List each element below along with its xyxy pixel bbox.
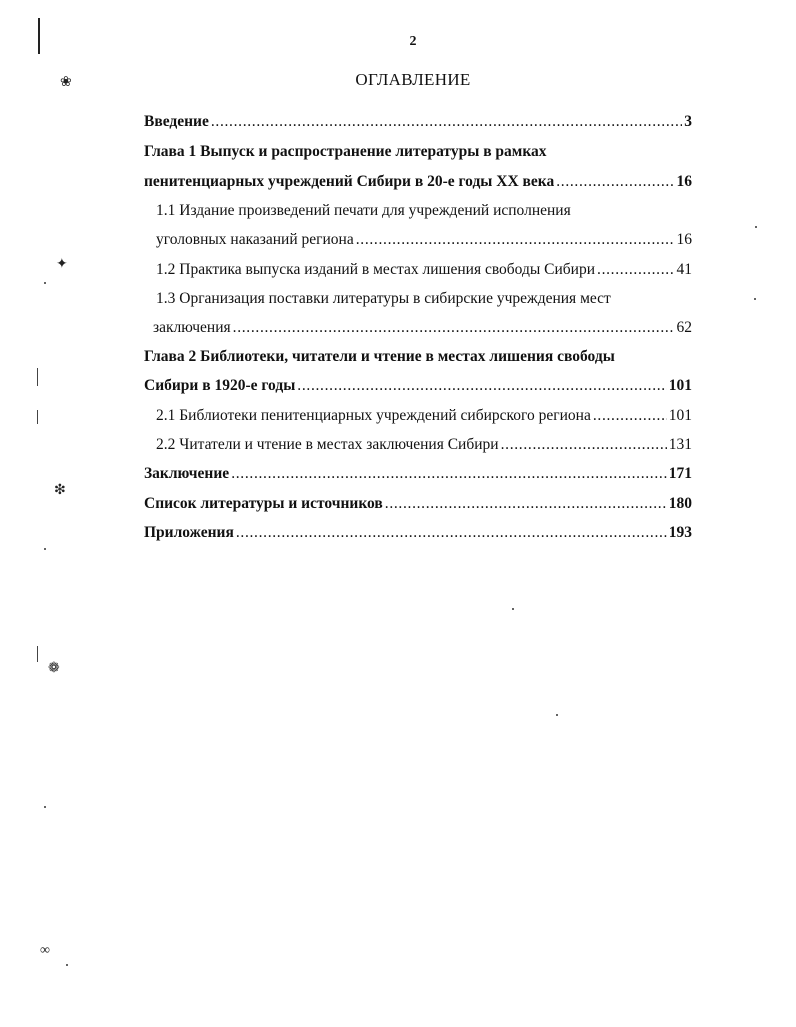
toc-page-number: 101 — [668, 407, 692, 424]
toc-entry-section-2-2[interactable] — [156, 435, 692, 455]
toc-chapter1-title-line1[interactable]: Глава 1 Выпуск и распространение литературы в рамках — [144, 143, 547, 160]
scan-tick — [37, 646, 38, 662]
dot-leader — [597, 260, 674, 280]
dot-leader — [211, 112, 682, 132]
toc-entry-text: Сибири в 1920-е годы — [144, 377, 296, 394]
dot-leader — [297, 376, 666, 396]
scan-dot — [512, 608, 514, 610]
dot-leader — [385, 494, 667, 514]
toc-entry-text: 2.1 Библиотеки пенитенциарных учреждений сибирского региона — [156, 407, 591, 424]
dot-leader — [556, 172, 674, 192]
toc-section-1-3-line1[interactable]: 1.3 Организация поставки литературы в сибирские учреждения мест — [156, 290, 611, 307]
toc-page-number: 16 — [676, 173, 692, 190]
toc-chapter2-title-line1[interactable]: Глава 2 Библиотеки, читатели и чтение в местах лишения свободы — [144, 348, 615, 365]
toc-entry-text: 2.2 Читатели и чтение в местах заключения Сибири — [156, 436, 499, 453]
toc-entry-text: Список литературы и источников — [144, 495, 383, 512]
toc-page-number: 3 — [684, 113, 692, 130]
toc-page-number: 171 — [668, 465, 692, 482]
scan-tick — [37, 368, 38, 386]
scan-dot — [754, 298, 756, 300]
dot-leader — [236, 523, 667, 543]
scan-dot — [44, 806, 46, 808]
toc-page-number: 180 — [668, 495, 692, 512]
toc-entry-appendices[interactable] — [144, 523, 692, 543]
scan-tick — [37, 410, 38, 424]
toc-page-number: 16 — [676, 231, 692, 248]
scan-dot — [66, 964, 68, 966]
dot-leader — [593, 406, 667, 426]
toc-entry-text: Приложения — [144, 524, 234, 541]
toc-entry-text: 1.2 Практика выпуска изданий в местах лишения свободы Сибири — [156, 261, 596, 278]
dot-leader — [233, 318, 675, 338]
toc-entry-section-1-2[interactable] — [156, 260, 692, 280]
toc-entry-intro[interactable] — [144, 112, 692, 132]
dot-leader — [231, 464, 667, 484]
toc-entry-text: уголовных наказаний региона — [156, 231, 354, 248]
scan-speck-icon: ❀ — [60, 75, 72, 90]
scan-speck-icon: ❇ — [54, 483, 66, 498]
toc-entry-references[interactable] — [144, 494, 692, 514]
dot-leader — [356, 230, 675, 250]
toc-entry-section-1-1[interactable] — [156, 230, 692, 250]
toc-entry-text: пенитенциарных учреждений Сибири в 20-е годы XX века — [144, 173, 555, 190]
toc-page-number: 41 — [676, 261, 692, 278]
scan-dot — [44, 548, 46, 550]
toc-entry-conclusion[interactable] — [144, 464, 692, 484]
toc-page-number: 101 — [668, 377, 692, 394]
toc-entry-section-2-1[interactable] — [156, 406, 692, 426]
page-number: 2 — [409, 34, 417, 49]
toc-page-number: 131 — [668, 436, 692, 453]
toc-section-1-1-line1[interactable]: 1.1 Издание произведений печати для учреждений исполнения — [156, 202, 571, 219]
toc-page-number: 62 — [676, 319, 692, 336]
scan-speck-icon: ❁ — [48, 661, 60, 676]
toc-entry-text: Заключение — [144, 465, 230, 482]
toc-page-number: 193 — [668, 524, 692, 541]
toc-entry-text: Введение — [144, 113, 209, 130]
scan-speck-icon: ∞ — [40, 943, 50, 958]
page-title: ОГЛАВЛЕНИЕ — [355, 70, 471, 89]
toc-entry-chapter2[interactable] — [144, 376, 692, 396]
scan-speck-icon: ✦ — [56, 257, 68, 272]
dot-leader — [501, 435, 667, 455]
toc-entry-chapter1[interactable] — [144, 172, 692, 192]
scan-dot — [44, 282, 46, 284]
toc-entry-section-1-3[interactable] — [153, 318, 692, 338]
toc-entry-text: заключения — [153, 319, 231, 336]
scan-dot — [556, 714, 558, 716]
scan-dot — [755, 226, 757, 228]
